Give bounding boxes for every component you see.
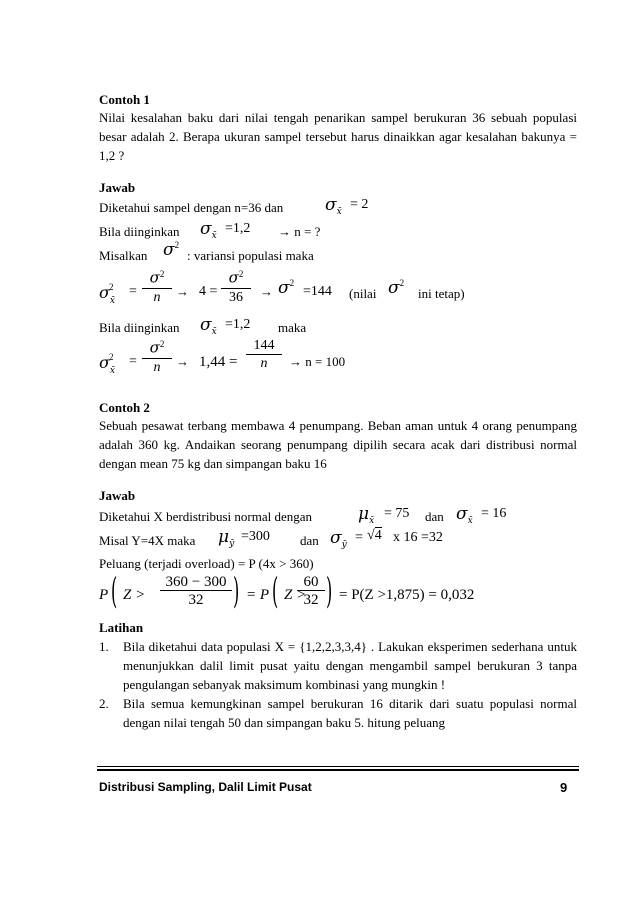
jawab1-line3: Misalkan — [99, 248, 148, 263]
jawab1-line2-tail: → n = ? — [278, 224, 321, 239]
fraction-360-minus-300-over-32: $\frac{360 - 300}{32}$ — [160, 574, 232, 609]
sigma-xbar-symbol: $\sigma_{x̄}$ — [200, 315, 217, 337]
latihan-list — [99, 637, 577, 732]
jawab2-line2-sigma-a: = — [355, 530, 363, 545]
contoh2-text: Sebuah pesawat terbang membawa 4 penumpang. Beban aman untuk 4 orang penumpang adalah 360 kg. Andaikan seorang penumpang dipilih secara acak dari distribusi normal dengan mean 75 kg dan simpangan baku 16 — [99, 418, 577, 471]
contoh1-title: Contoh 1 — [99, 92, 150, 107]
eq-z1: Z > — [123, 587, 146, 603]
sigma-xbar-symbol: $\sigma_{x̄}$ — [325, 195, 342, 217]
arrow-icon: → — [176, 354, 189, 369]
mu-xbar-symbol: $\mu_{x̄}$ — [358, 504, 375, 526]
jawab2-line2: Misal Y=4X maka — [99, 533, 196, 548]
jawab2-title: Jawab — [99, 488, 136, 503]
close-paren: ) — [233, 570, 240, 612]
eq1-note-b: ini tetap) — [418, 286, 465, 301]
page-number: 9 — [560, 780, 568, 795]
fraction-sigma2-over-36: $\frac{\sigma^2}{36}$ — [221, 266, 251, 307]
eq2-mid: 1,44 = — [199, 354, 238, 370]
sigma-ybar-symbol: $\sigma_ȳ$ — [330, 528, 347, 550]
jawab1-title: Jawab — [99, 180, 136, 195]
footer-rule — [97, 766, 579, 767]
jawab2-line2-mu: =300 — [241, 529, 270, 544]
jawab1-line2: Bila diinginkan — [99, 224, 180, 239]
sigma-squared-symbol: $\sigma^2$ — [388, 278, 405, 298]
footer-rule — [97, 769, 579, 771]
contoh1-text: Nilai kesalahan baku dari nilai tengah penarikan sampel berukuran 36 sebuah populasi besar adalah 2. Berapa ukuran sampel tersebut harus dinaikkan agar kesalahan bakunya = 1,2 ? — [99, 110, 577, 163]
fraction-60-over-32: $\frac{60}{32}$ — [297, 574, 325, 609]
eq1-mid: 4 = — [199, 284, 218, 299]
mu-ybar-symbol: $\mu_ȳ$ — [218, 527, 235, 549]
jawab2-line3: Peluang (terjadi overload) = P (4x > 360) — [99, 556, 314, 571]
fraction-144-over-n: $\frac{144}{n}$ — [246, 338, 282, 373]
jawab2-line2-sigma-b: x 16 =32 — [393, 530, 443, 545]
eq-tail: = P(Z >1,875) = 0,032 — [339, 587, 475, 603]
arrow-icon: → — [176, 284, 189, 299]
sigma-squared-symbol: $\sigma^2$ — [163, 240, 180, 260]
sqrt-icon: √4 — [367, 528, 382, 543]
sigma-xbar-squared: $\sigma_{x̄}^2$ — [99, 282, 115, 306]
jawab2-line1-sigma: = 16 — [481, 506, 507, 521]
footer-title: Distribusi Sampling, Dalil Limit Pusat — [99, 780, 312, 794]
sigma-xbar-symbol: $\sigma_{x̄}$ — [200, 219, 217, 241]
jawab1-line4: Bila diinginkan — [99, 320, 180, 335]
jawab1-line1-math: = 2 — [350, 197, 369, 212]
jawab2-line1-mu: = 75 — [384, 506, 410, 521]
eq2-tail: → n = 100 — [289, 354, 346, 369]
latihan-title: Latihan — [99, 620, 144, 635]
contoh2-title: Contoh 2 — [99, 400, 150, 415]
list-item: 1. Bila diketahui data populasi X = {1,2,2,3,3,4} . Lakukan eksperimen sederhana untuk menunjukkan dalil limit pusat yaitu dengan mengambil sampel berukuran 3 tanpa pengulangan sebanyak maksimum kombinasi yang mungkin ! — [99, 639, 577, 692]
eq-eq1: = P — [246, 587, 270, 603]
eq-z2: Z > — [284, 587, 307, 603]
open-paren: ( — [111, 570, 118, 612]
jawab2-line1-dan: dan — [425, 509, 444, 524]
arrow-icon: → — [260, 284, 273, 299]
jawab1-line4-tail: maka — [278, 320, 307, 335]
jawab2-line1: Diketahui X berdistribusi normal dengan — [99, 509, 313, 524]
sigma-xbar-symbol: $\sigma_{x̄}$ — [456, 504, 473, 526]
fraction-sigma2-over-n: $\frac{\sigma^2}{n}$ — [142, 336, 172, 377]
sigma-squared-symbol: $\sigma^2$ — [278, 278, 295, 298]
open-paren: ( — [272, 570, 279, 612]
jawab1-line4-math: =1,2 — [225, 317, 251, 332]
sigma-xbar-squared: $\sigma_{x̄}^2$ — [99, 352, 115, 376]
close-paren: ) — [326, 570, 333, 612]
jawab1-line3-tail: : variansi populasi maka — [187, 248, 314, 263]
list-item: 2. Bila semua kemungkinan sampel berukuran 16 ditarik dari suatu populasi normal dengan nilai tengah 50 dan simpangan baku 5. hitung peluang — [99, 696, 577, 730]
jawab1-line2-math: =1,2 — [225, 221, 251, 236]
equals-sign: = — [129, 354, 137, 369]
equals-sign: = — [129, 284, 137, 299]
jawab1-line1: Diketahui sampel dengan n=36 dan — [99, 200, 284, 215]
jawab2-line2-dan: dan — [300, 533, 319, 548]
eq-p1: P — [99, 587, 109, 603]
fraction-sigma2-over-n: $\frac{\sigma^2}{n}$ — [142, 266, 172, 307]
eq1-note-a: (nilai — [349, 286, 377, 301]
eq1-result: =144 — [303, 284, 332, 299]
